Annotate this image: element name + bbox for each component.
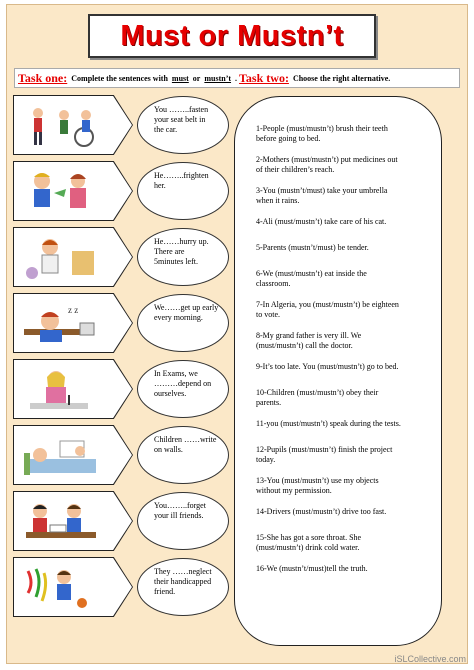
students-studying-icon [20,497,102,545]
sentence-line: 5minutes left. [154,257,198,266]
task-one-word-must: must [171,73,189,83]
picture-arrow [14,96,132,154]
exercise-line: 7-In Algeria, you (must/mustn’t) be eighteen [256,300,399,309]
exercise-line: 1-People (must/mustn’t) brush their teeth [256,124,388,133]
exercise-line: 4-Ali (must/mustn’t) take care of his cat. [256,217,387,226]
sentence-line: your seat belt in [154,115,206,124]
exercise-line: 9-It’s too late. You (must/mustn’t) go to bed. [256,362,399,371]
sentence-line: the car. [154,125,178,134]
girl-writing-icon [20,365,102,413]
exercise-item [256,362,436,372]
exercise-item [256,331,436,351]
child-painting-icon [20,563,102,611]
exercise-line: 14-Drivers (must/mustn’t) drive too fast. [256,507,387,516]
exercise-line: 2-Mothers (must/mustn’t) put medicines out [256,155,398,164]
sentence-line: ………depend on [154,379,212,388]
sentence-line: ourselves. [154,389,187,398]
exercise-item [256,533,436,553]
exercise-line: 13-You (must/mustn’t) use my objects [256,476,379,485]
exercise-item [256,564,436,574]
page-title: Must or Mustn’t [120,19,344,52]
exercise-line: 10-Children (must/mustn’t) obey their [256,388,379,397]
exercise-item [256,476,436,496]
sentence-line: their handicapped [154,577,212,586]
exercise-item [256,300,436,320]
task-one-word-mustnt: mustn’t [204,73,232,83]
picture-arrow [14,426,132,484]
exercise-line: of their children’s reach. [256,165,335,174]
title-box [88,14,376,58]
exercise-line: 15-She has got a sore throat. She [256,533,362,542]
task-one-or: or [192,73,201,83]
picture-arrow [14,294,132,352]
exercise-line: without my permission. [256,486,332,495]
kids-playing-icon [20,101,102,149]
boy-frightening-girl-icon [20,167,102,215]
exercise-line: 16-We (mustn’t/must)tell the truth. [256,564,368,573]
sentence-line: We……get up early [154,303,219,312]
sentence-bubble [137,228,229,286]
sentence-bubble [137,426,229,484]
exercise-item [256,243,436,253]
sentence-line: You ……..fasten [154,105,209,114]
sentence-line: on walls. [154,445,183,454]
sentence-line: your ill friends. [154,511,204,520]
exercise-line: 6-We (must/mustn’t) eat inside the [256,269,367,278]
exercise-line: before going to bed. [256,134,321,143]
picture-arrow [14,558,132,616]
sleepy-boy-icon [20,299,102,347]
exercise-line: today. [256,455,276,464]
exercise-line: 3-You (mustn’t/must) take your umbrella [256,186,388,195]
picture-arrow [14,492,132,550]
exercise-item [256,388,436,408]
sentence-line: You……..forget [154,501,206,510]
sentence-line: her. [154,181,166,190]
sentence-bubble [137,492,229,550]
sentence-line: They ……neglect [154,567,212,576]
exercise-item [256,269,436,289]
sentence-bubble [137,294,229,352]
exercise-line: parents. [256,398,282,407]
exercise-item [256,217,436,227]
task-two-text: Choose the right alternative. [292,73,391,83]
exercise-line: 8-My grand father is very ill. We [256,331,362,340]
task-two-label: Task two: [239,70,289,85]
exercise-line: to vote. [256,310,280,319]
task-one-label: Task one: [18,70,68,85]
picture-arrow [14,228,132,286]
sentence-line: There are [154,247,185,256]
task-one-text: Complete the sentences with [71,73,168,83]
sentence-bubble [137,360,229,418]
footer-watermark: iSLCollective.com [394,654,466,664]
exercise-line: (must/mustn’t) call the doctor. [256,341,353,350]
exercise-item [256,507,436,517]
sentence-line: He……hurry up. [154,237,209,246]
task-instructions [14,68,460,88]
exercise-item [256,155,436,175]
exercise-line: (must/mustn’t) drink cold water. [256,543,360,552]
sentence-bubble [137,558,229,616]
exercise-line: 11-you (must/mustn’t) speak during the tests. [256,419,401,428]
sentence-line: every morning. [154,313,203,322]
exercise-item [256,445,436,465]
sentence-line: Children ……write [154,435,217,444]
sick-child-bed-icon [20,431,102,479]
sentence-bubble [137,96,229,154]
exercise-item [256,124,436,144]
sentence-bubble [137,162,229,220]
task-separator: . [235,73,238,83]
sentence-line: He……..frighten [154,171,209,180]
svg-text:z z: z z [68,305,79,315]
girl-getting-dressed-icon [20,233,102,281]
picture-arrow [14,360,132,418]
exercise-line: 12-Pupils (must/mustn’t) finish the project [256,445,393,454]
exercise-item [256,419,436,429]
exercise-line: classroom. [256,279,291,288]
exercise-line: when it rains. [256,196,300,205]
exercise-item [256,186,436,206]
sentence-line: friend. [154,587,176,596]
sentence-line: In Exams, we [154,369,198,378]
picture-arrow [14,162,132,220]
exercise-line: 5-Parents (mustn’t/must) be tender. [256,243,369,252]
